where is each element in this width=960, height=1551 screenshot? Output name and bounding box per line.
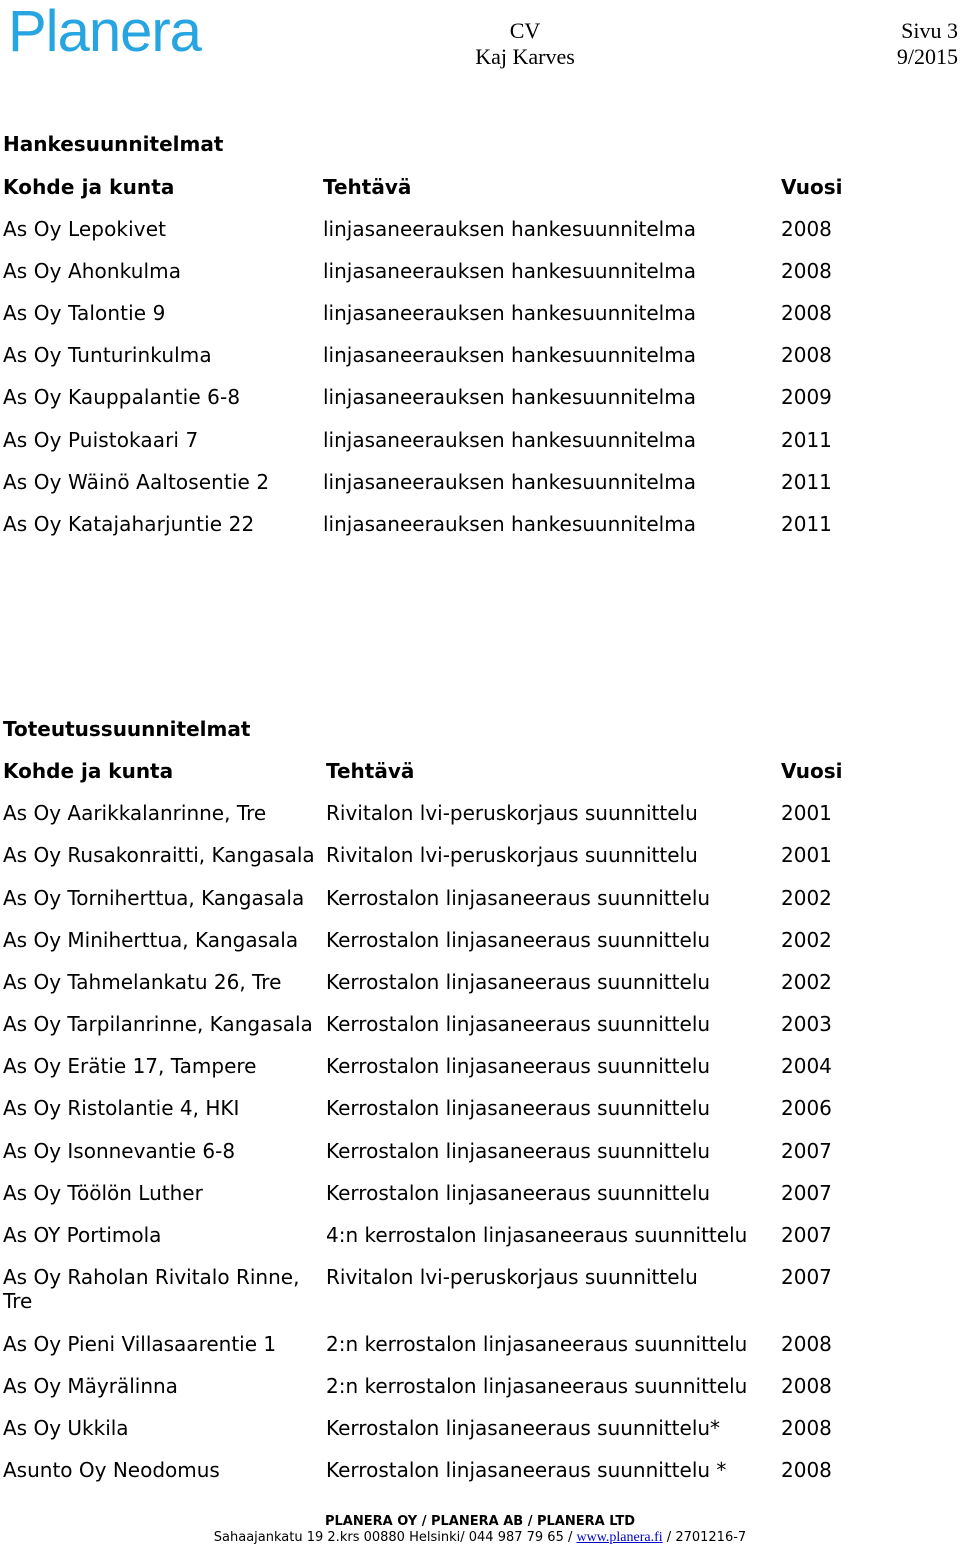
cell-tehtava: linjasaneerauksen hankesuunnitelma	[323, 385, 696, 409]
company-logo: Planera	[8, 0, 201, 64]
cell-tehtava: Rivitalon lvi-peruskorjaus suunnittelu	[326, 801, 698, 825]
cell-vuosi: 2002	[781, 886, 832, 910]
cell-kohde: As Oy Torniherttua, Kangasala	[3, 886, 305, 910]
cell-kohde: As Oy Wäinö Aaltosentie 2	[3, 470, 270, 494]
cell-tehtava: Kerrostalon linjasaneeraus suunnittelu	[326, 886, 711, 910]
document-date: 9/2015	[896, 44, 958, 69]
cell-kohde: As OY Portimola	[3, 1223, 162, 1247]
document-header	[470, 18, 580, 70]
cell-tehtava: Kerrostalon linjasaneeraus suunnittelu	[326, 970, 711, 994]
cell-tehtava: linjasaneerauksen hankesuunnitelma	[323, 470, 696, 494]
footer-contact	[0, 1530, 960, 1546]
cell-tehtava: linjasaneerauksen hankesuunnitelma	[323, 512, 696, 536]
cell-vuosi: 2011	[781, 512, 832, 536]
cell-vuosi: 2008	[781, 1332, 832, 1356]
cell-tehtava: linjasaneerauksen hankesuunnitelma	[323, 217, 696, 241]
cell-kohde: As Oy Miniherttua, Kangasala	[3, 928, 299, 952]
cell-vuosi: 2008	[781, 1416, 832, 1440]
footer-company: PLANERA OY / PLANERA AB / PLANERA LTD	[324, 1514, 636, 1529]
cell-vuosi: 2002	[781, 970, 832, 994]
cell-kohde: As Oy Ahonkulma	[3, 259, 182, 283]
cell-kohde: As Oy Erätie 17, Tampere	[3, 1054, 257, 1078]
cell-vuosi: 2004	[781, 1054, 832, 1078]
cell-kohde: As Oy Kauppalantie 6-8	[3, 385, 241, 409]
column-header-tehtava: Tehtävä	[323, 175, 412, 199]
page-number: Sivu 3	[901, 18, 958, 43]
cell-vuosi: 2007	[781, 1223, 832, 1247]
person-name: Kaj Karves	[475, 44, 575, 69]
cell-vuosi: 2009	[781, 385, 832, 409]
column-header-kohde: Kohde ja kunta	[3, 759, 174, 783]
cell-vuosi: 2008	[781, 259, 832, 283]
cell-kohde: As Oy Mäyrälinna	[3, 1374, 178, 1398]
cell-vuosi: 2003	[781, 1012, 832, 1036]
cell-vuosi: 2001	[781, 801, 832, 825]
cell-kohde: As Oy Talontie 9	[3, 301, 166, 325]
cell-vuosi: 2006	[781, 1096, 832, 1120]
cell-vuosi: 2011	[781, 470, 832, 494]
cell-vuosi: 2007	[781, 1181, 832, 1205]
cell-tehtava: Kerrostalon linjasaneeraus suunnittelu *	[326, 1458, 727, 1482]
cell-tehtava: linjasaneerauksen hankesuunnitelma	[323, 428, 696, 452]
cell-vuosi: 2008	[781, 343, 832, 367]
cell-kohde: As Oy Ristolantie 4, HKI	[3, 1096, 240, 1120]
cell-kohde: As Oy Aarikkalanrinne, Tre	[3, 801, 267, 825]
cell-kohde: As Oy Puistokaari 7	[3, 428, 199, 452]
cell-kohde: Asunto Oy Neodomus	[3, 1458, 220, 1482]
cell-kohde: As Oy Tarpilanrinne, Kangasala	[3, 1012, 313, 1036]
cell-kohde: As Oy Raholan Rivitalo Rinne, Tre	[3, 1265, 300, 1313]
cell-vuosi: 2011	[781, 428, 832, 452]
cell-tehtava: linjasaneerauksen hankesuunnitelma	[323, 259, 696, 283]
cell-vuosi: 2001	[781, 843, 832, 867]
doc-type: CV	[509, 18, 541, 43]
cell-kohde: As Oy Töölön Luther	[3, 1181, 203, 1205]
cell-kohde: As Oy Lepokivet	[3, 217, 167, 241]
cell-tehtava: Kerrostalon linjasaneeraus suunnittelu	[326, 1181, 711, 1205]
footer-address: Sahaajankatu 19 2.krs 00880 Helsinki/ 044 987 79 65 /	[213, 1530, 577, 1545]
cell-kohde: As Oy Pieni Villasaarentie 1	[3, 1332, 277, 1356]
cell-tehtava: 4:n kerrostalon linjasaneeraus suunnittelu	[326, 1223, 748, 1247]
cell-kohde: As Oy Katajaharjuntie 22	[3, 512, 255, 536]
cell-kohde: As Oy Tahmelankatu 26, Tre	[3, 970, 282, 994]
cell-tehtava: Kerrostalon linjasaneeraus suunnittelu	[326, 1054, 711, 1078]
website-link[interactable]: www.planera.fi	[576, 1530, 663, 1545]
cell-tehtava: Kerrostalon linjasaneeraus suunnittelu	[326, 1139, 711, 1163]
cell-vuosi: 2008	[781, 217, 832, 241]
column-header-tehtava: Tehtävä	[326, 759, 415, 783]
cell-tehtava: Rivitalon lvi-peruskorjaus suunnittelu	[326, 1265, 698, 1289]
section-title-hankesuunnitelmat: Hankesuunnitelmat	[3, 132, 224, 156]
cell-tehtava: linjasaneerauksen hankesuunnitelma	[323, 343, 696, 367]
cell-vuosi: 2008	[781, 1374, 832, 1398]
cell-vuosi: 2007	[781, 1265, 832, 1289]
cell-tehtava: Kerrostalon linjasaneeraus suunnittelu	[326, 1096, 711, 1120]
footer	[0, 1514, 960, 1546]
cell-vuosi: 2002	[781, 928, 832, 952]
footer-business-id: / 2701216-7	[662, 1530, 747, 1545]
page-info	[897, 18, 958, 70]
cell-kohde: As Oy Ukkila	[3, 1416, 129, 1440]
column-header-kohde: Kohde ja kunta	[3, 175, 175, 199]
section-title-toteutussuunnitelmat: Toteutussuunnitelmat	[3, 717, 251, 741]
cell-vuosi: 2008	[781, 301, 832, 325]
cell-tehtava: Kerrostalon linjasaneeraus suunnittelu*	[326, 1416, 721, 1440]
cell-kohde: As Oy Rusakonraitti, Kangasala	[3, 843, 315, 867]
cell-vuosi: 2008	[781, 1458, 832, 1482]
column-header-vuosi: Vuosi	[781, 175, 843, 199]
cell-tehtava: 2:n kerrostalon linjasaneeraus suunnittelu	[326, 1374, 748, 1398]
cell-tehtava: Rivitalon lvi-peruskorjaus suunnittelu	[326, 843, 698, 867]
cell-kohde: As Oy Isonnevantie 6-8	[3, 1139, 236, 1163]
cell-tehtava: Kerrostalon linjasaneeraus suunnittelu	[326, 1012, 711, 1036]
cell-vuosi: 2007	[781, 1139, 832, 1163]
cell-tehtava: Kerrostalon linjasaneeraus suunnittelu	[326, 928, 711, 952]
cell-tehtava: 2:n kerrostalon linjasaneeraus suunnittelu	[326, 1332, 748, 1356]
cell-kohde: As Oy Tunturinkulma	[3, 343, 212, 367]
column-header-vuosi: Vuosi	[781, 759, 843, 783]
cell-tehtava: linjasaneerauksen hankesuunnitelma	[323, 301, 696, 325]
